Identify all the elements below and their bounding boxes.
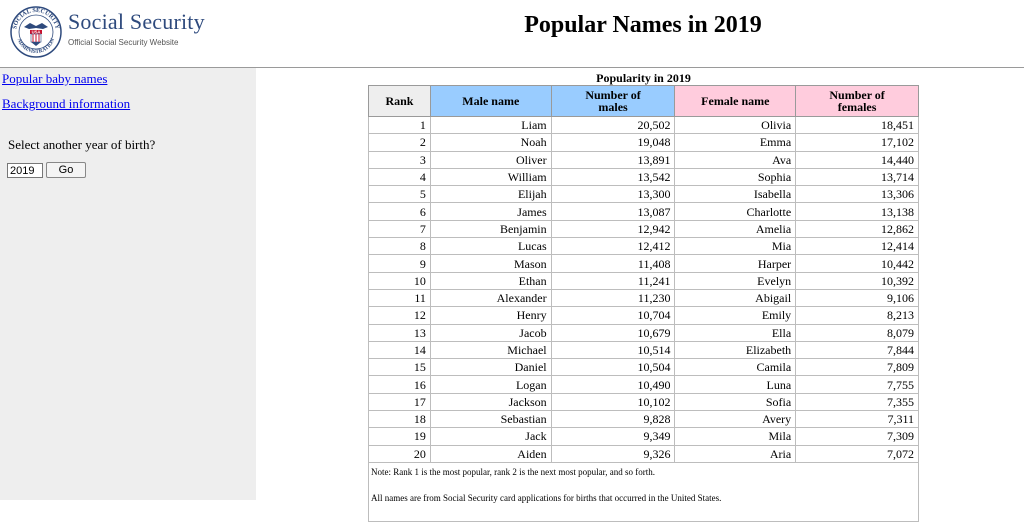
male-name-cell: Mason (430, 255, 551, 272)
female-name-cell: Ava (675, 151, 796, 168)
table-row (369, 324, 919, 341)
female-count-cell: 13,138 (796, 203, 919, 220)
number-of-males-header (551, 86, 675, 117)
female-count-cell: 10,442 (796, 255, 919, 272)
table-row (369, 186, 919, 203)
table-notes (369, 462, 919, 521)
female-name-header-label: Female name (701, 94, 770, 108)
table-row (369, 359, 919, 376)
male-count-cell: 12,942 (551, 220, 675, 237)
male-count-cell: 10,490 (551, 376, 675, 393)
male-count-cell: 11,241 (551, 272, 675, 289)
number-of-females-header-line2: females (837, 100, 877, 114)
rank-header-label: Rank (385, 94, 414, 108)
male-count-cell: 20,502 (551, 117, 675, 134)
male-count-cell: 10,102 (551, 393, 675, 410)
table-row (369, 393, 919, 410)
female-count-cell: 12,862 (796, 220, 919, 237)
female-count-cell: 7,844 (796, 341, 919, 358)
table-header-row (369, 86, 919, 117)
seal-bottom-text: ADMINISTRATION (15, 37, 57, 56)
male-count-cell: 13,542 (551, 168, 675, 185)
rank-cell: 6 (369, 203, 431, 220)
rank-cell: 4 (369, 168, 431, 185)
male-name-cell: Ethan (430, 272, 551, 289)
male-name-cell: Jacob (430, 324, 551, 341)
male-name-cell: James (430, 203, 551, 220)
male-name-cell: Aiden (430, 445, 551, 462)
number-of-females-header-line1: Number of (829, 88, 885, 102)
male-count-cell: 11,230 (551, 289, 675, 306)
male-name-cell: Henry (430, 307, 551, 324)
rank-cell: 20 (369, 445, 431, 462)
rank-header (369, 86, 431, 117)
year-question-label: Select another year of birth? (8, 137, 156, 152)
table-row (369, 168, 919, 185)
female-name-cell: Elizabeth (675, 341, 796, 358)
table-row (369, 220, 919, 237)
female-count-cell: 7,072 (796, 445, 919, 462)
female-count-cell: 18,451 (796, 117, 919, 134)
table-row (369, 272, 919, 289)
female-name-cell: Evelyn (675, 272, 796, 289)
rank-cell: 13 (369, 324, 431, 341)
table-row (369, 307, 919, 324)
table-row (369, 117, 919, 134)
table-notes-row (369, 462, 919, 521)
rank-cell: 3 (369, 151, 431, 168)
female-name-cell: Camila (675, 359, 796, 376)
female-name-cell: Emily (675, 307, 796, 324)
number-of-males-header-line1: Number of (585, 88, 641, 102)
male-name-cell: Lucas (430, 238, 551, 255)
male-name-cell: Elijah (430, 186, 551, 203)
source-note: All names are from Social Security card applications for births that occurred in the United States. (371, 492, 722, 503)
table-row (369, 255, 919, 272)
female-count-cell: 7,809 (796, 359, 919, 376)
male-count-cell: 11,408 (551, 255, 675, 272)
male-name-cell: Oliver (430, 151, 551, 168)
table-row (369, 289, 919, 306)
male-count-cell: 9,349 (551, 428, 675, 445)
female-count-cell: 7,309 (796, 428, 919, 445)
female-name-cell: Avery (675, 411, 796, 428)
female-name-cell: Aria (675, 445, 796, 462)
female-name-cell: Luna (675, 376, 796, 393)
year-input[interactable] (7, 163, 43, 178)
female-name-cell: Mia (675, 238, 796, 255)
number-of-males-header-line2: males (598, 100, 628, 114)
female-count-cell: 14,440 (796, 151, 919, 168)
female-name-cell: Amelia (675, 220, 796, 237)
number-of-females-header (796, 86, 919, 117)
sidebar (0, 68, 256, 500)
rank-cell: 17 (369, 393, 431, 410)
male-name-header-label: Male name (462, 94, 520, 108)
table-row (369, 411, 919, 428)
table-row (369, 238, 919, 255)
seal-top-text: SOCIAL SECURITY (11, 6, 61, 30)
rank-cell: 16 (369, 376, 431, 393)
male-name-cell: Benjamin (430, 220, 551, 237)
male-name-cell: Michael (430, 341, 551, 358)
brand-subtitle: Official Social Security Website (68, 38, 179, 47)
rank-cell: 10 (369, 272, 431, 289)
male-count-cell: 10,679 (551, 324, 675, 341)
female-count-cell: 7,311 (796, 411, 919, 428)
site-header (0, 0, 1024, 68)
popularity-table-container (368, 71, 919, 522)
male-count-cell: 10,504 (551, 359, 675, 376)
female-name-cell: Abigail (675, 289, 796, 306)
table-row (369, 134, 919, 151)
male-count-cell: 9,828 (551, 411, 675, 428)
table-body (369, 117, 919, 463)
female-name-cell: Charlotte (675, 203, 796, 220)
female-name-cell: Ella (675, 324, 796, 341)
female-count-cell: 12,414 (796, 238, 919, 255)
male-count-cell: 13,087 (551, 203, 675, 220)
rank-cell: 7 (369, 220, 431, 237)
popularity-table (368, 85, 919, 522)
female-count-cell: 9,106 (796, 289, 919, 306)
male-count-cell: 13,300 (551, 186, 675, 203)
male-name-cell: William (430, 168, 551, 185)
table-row (369, 428, 919, 445)
rank-cell: 18 (369, 411, 431, 428)
rank-cell: 1 (369, 117, 431, 134)
female-count-cell: 7,755 (796, 376, 919, 393)
female-name-cell: Isabella (675, 186, 796, 203)
male-count-cell: 13,891 (551, 151, 675, 168)
rank-cell: 12 (369, 307, 431, 324)
table-row (369, 151, 919, 168)
table-caption: Popularity in 2019 (596, 71, 691, 85)
male-name-header (430, 86, 551, 117)
female-name-header (675, 86, 796, 117)
female-name-cell: Mila (675, 428, 796, 445)
rank-note: Note: Rank 1 is the most popular, rank 2 is the next most popular, and so forth. (371, 466, 655, 477)
male-count-cell: 19,048 (551, 134, 675, 151)
male-name-cell: Daniel (430, 359, 551, 376)
male-count-cell: 12,412 (551, 238, 675, 255)
table-row (369, 445, 919, 462)
male-count-cell: 10,514 (551, 341, 675, 358)
table-row (369, 341, 919, 358)
female-count-cell: 17,102 (796, 134, 919, 151)
female-name-cell: Emma (675, 134, 796, 151)
male-name-cell: Jack (430, 428, 551, 445)
female-count-cell: 7,355 (796, 393, 919, 410)
female-count-cell: 8,213 (796, 307, 919, 324)
background-information-link[interactable]: Background information (2, 96, 131, 111)
female-name-cell: Olivia (675, 117, 796, 134)
brand-name[interactable]: Social Security (68, 9, 205, 34)
table-row (369, 376, 919, 393)
male-name-cell: Sebastian (430, 411, 551, 428)
rank-cell: 14 (369, 341, 431, 358)
female-name-cell: Sophia (675, 168, 796, 185)
female-name-cell: Sofia (675, 393, 796, 410)
female-count-cell: 13,714 (796, 168, 919, 185)
popular-baby-names-link[interactable]: Popular baby names (2, 71, 108, 86)
rank-cell: 8 (369, 238, 431, 255)
male-name-cell: Logan (430, 376, 551, 393)
female-count-cell: 10,392 (796, 272, 919, 289)
male-name-cell: Jackson (430, 393, 551, 410)
male-name-cell: Noah (430, 134, 551, 151)
page-title: Popular Names in 2019 (524, 12, 762, 38)
table-row (369, 203, 919, 220)
rank-cell: 11 (369, 289, 431, 306)
rank-cell: 9 (369, 255, 431, 272)
go-button[interactable]: Go (46, 162, 86, 178)
rank-cell: 15 (369, 359, 431, 376)
female-count-cell: 8,079 (796, 324, 919, 341)
female-name-cell: Harper (675, 255, 796, 272)
rank-cell: 19 (369, 428, 431, 445)
rank-cell: 2 (369, 134, 431, 151)
male-count-cell: 9,326 (551, 445, 675, 462)
seal-center-text: USA (31, 29, 41, 35)
rank-cell: 5 (369, 186, 431, 203)
male-count-cell: 10,704 (551, 307, 675, 324)
male-name-cell: Liam (430, 117, 551, 134)
female-count-cell: 13,306 (796, 186, 919, 203)
male-name-cell: Alexander (430, 289, 551, 306)
